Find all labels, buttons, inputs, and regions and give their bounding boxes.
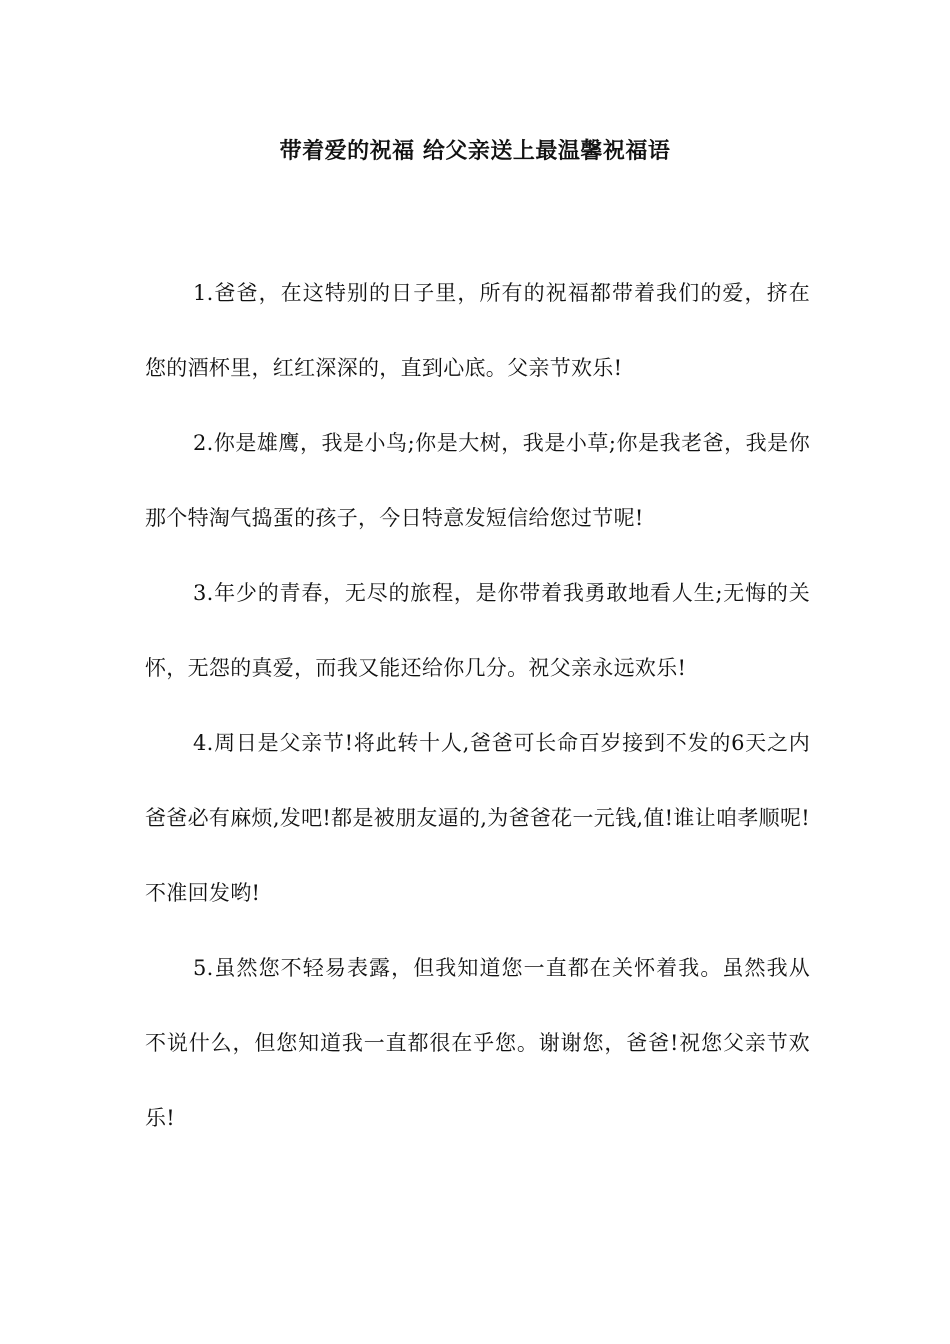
document-body bbox=[145, 256, 810, 1156]
paragraph-5: 5.虽然您不轻易表露，但我知道您一直都在关怀着我。虽然我从不说什么，但您知道我一直都很在乎您。谢谢您，爸爸!祝您父亲节欢乐! bbox=[145, 956, 810, 1130]
paragraph-2: 2.你是雄鹰，我是小鸟;你是大树，我是小草;你是我老爸，我是你那个特淘气捣蛋的孩子，今日特意发短信给您过节呢! bbox=[145, 431, 810, 530]
document-title: 带着爱的祝福 给父亲送上最温馨祝福语 bbox=[279, 139, 671, 164]
paragraph-4: 4.周日是父亲节!将此转十人,爸爸可长命百岁接到不发的6天之内爸爸必有麻烦,发吧!都是被朋友逼的,为爸爸花一元钱,值!谁让咱孝顺呢!不准回发哟! bbox=[145, 731, 810, 905]
paragraph-1: 1.爸爸，在这特别的日子里，所有的祝福都带着我们的爱，挤在您的酒杯里，红红深深的，直到心底。父亲节欢乐! bbox=[145, 281, 810, 380]
paragraph-3: 3.年少的青春，无尽的旅程，是你带着我勇敢地看人生;无悔的关怀，无怨的真爱，而我又能还给你几分。祝父亲永远欢乐! bbox=[145, 581, 810, 680]
